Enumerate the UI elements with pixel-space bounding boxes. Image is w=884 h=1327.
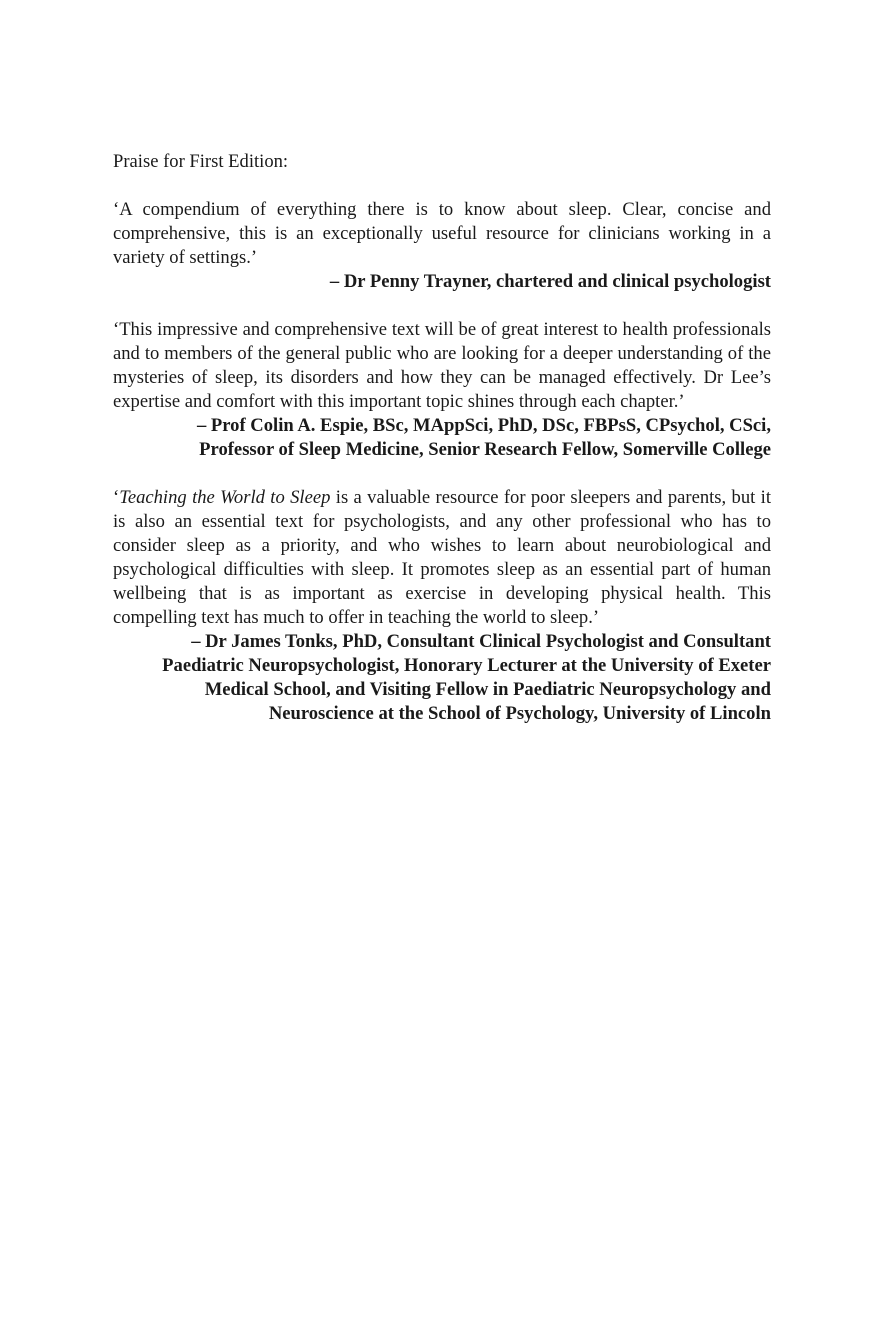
attribution-line: Neuroscience at the School of Psychology, University of Lincoln xyxy=(268,703,771,724)
open-quote-mark: ‘ xyxy=(113,487,120,508)
attribution-line: Paediatric Neuropsychologist, Honorary Lecturer at the University of Exeter xyxy=(162,655,771,676)
praise-page xyxy=(113,150,771,750)
attribution-line: – Dr James Tonks, PhD, Consultant Clinical Psychologist and Consultant xyxy=(191,631,771,652)
quote-attribution xyxy=(113,414,771,462)
quote-colin-espie xyxy=(113,318,771,462)
attribution-line: Medical School, and Visiting Fellow in Paediatric Neuropsychology and xyxy=(204,679,771,700)
attribution-line: – Dr Penny Trayner, chartered and clinical psychologist xyxy=(329,271,771,292)
quote-attribution xyxy=(113,630,771,726)
quote-text: ‘This impressive and comprehensive text will be of great interest to health professionals and to members of the general public who are looking for a deeper understanding of the mysteries of sleep, its disorders and how they can be managed effectively. Dr Lee’s expertise and comfort with this important topic shines through each chapter.’ xyxy=(113,319,771,412)
quote-attribution xyxy=(113,270,771,294)
quote-penny-trayner xyxy=(113,198,771,294)
quote-text xyxy=(113,486,771,630)
book-title: Teaching the World to Sleep xyxy=(119,487,331,508)
quote-james-tonks xyxy=(113,486,771,726)
quote-text: ‘A compendium of everything there is to know about sleep. Clear, concise and comprehensive, this is an exceptionally useful resource for clinicians working in a variety of settings.’ xyxy=(113,199,771,268)
attribution-line: – Prof Colin A. Espie, BSc, MAppSci, PhD, DSc, FBPsS, CPsychol, CSci, xyxy=(196,415,771,436)
page-heading: Praise for First Edition: xyxy=(113,151,289,172)
attribution-line: Professor of Sleep Medicine, Senior Research Fellow, Somerville College xyxy=(199,439,771,460)
quote-body: is a valuable resource for poor sleepers and parents, but it is also an essential text for psychologists, and any other professional who has to consider sleep as a priority, and who wishes to learn about neurobiological and psychological difficulties with sleep. It promotes sleep as an essential part of human wellbeing that is as important as exercise in developing physical health. This compelling text has much to offer in teaching the world to sleep.’ xyxy=(113,487,772,628)
